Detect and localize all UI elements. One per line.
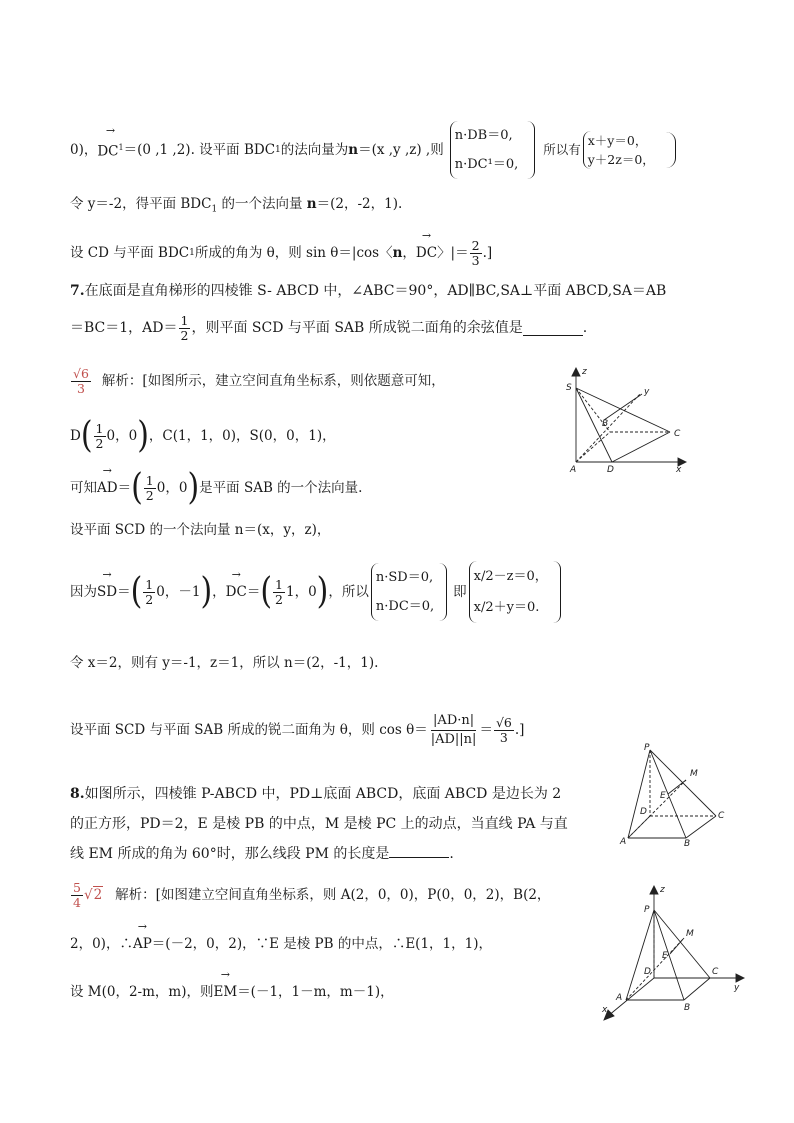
question-number: 8. bbox=[70, 786, 85, 802]
label-a: A bbox=[616, 993, 623, 1003]
text: ＝ bbox=[479, 722, 493, 738]
label-p: P bbox=[644, 905, 650, 915]
solution-7-line-3 bbox=[70, 466, 363, 509]
label-d: D bbox=[640, 807, 647, 817]
text: 2，0)，∴ bbox=[70, 936, 133, 952]
brace-right bbox=[550, 561, 561, 623]
text-line-2 bbox=[70, 194, 402, 220]
text: ＝BC＝1，AD＝ bbox=[70, 320, 178, 336]
solution-8-line-3 bbox=[70, 982, 394, 1002]
question-8-line-1 bbox=[70, 784, 561, 804]
question-7-line-2 bbox=[70, 310, 587, 346]
denominator: |AD||n| bbox=[430, 731, 477, 747]
text: 所成的角为 θ，则 sin θ＝|cos〈 bbox=[194, 245, 393, 261]
text: . bbox=[449, 846, 454, 862]
numerator: 1 bbox=[95, 420, 104, 436]
text: ，则平面 SCD 与平面 SAB 所成锐二面角的余弦值是 bbox=[191, 320, 523, 336]
fraction bbox=[179, 314, 191, 343]
figure-pyramid-s-abcd bbox=[560, 362, 690, 474]
question-number: 7. bbox=[70, 283, 85, 299]
edge-bc bbox=[686, 816, 716, 838]
paren-group bbox=[131, 466, 200, 509]
edge-cd bbox=[612, 432, 670, 462]
text: 如图所示，四棱锥 P-ABCD 中，PD⊥底面 ABCD，底面 ABCD 是边长为 2 bbox=[84, 786, 562, 802]
denominator: 3 bbox=[76, 380, 85, 396]
text: ＝(－1，1－m，m－1)， bbox=[237, 984, 394, 1000]
text: .] bbox=[482, 245, 493, 261]
answer-blank bbox=[389, 843, 449, 858]
label-e: E bbox=[660, 791, 666, 801]
sub: 1 bbox=[275, 145, 281, 155]
fraction bbox=[94, 422, 106, 451]
solution-7-line-6 bbox=[70, 653, 378, 673]
fraction bbox=[429, 712, 479, 749]
vector-n: n bbox=[348, 142, 359, 158]
solution-7-line-5 bbox=[70, 560, 561, 624]
edge-bc bbox=[684, 978, 710, 1000]
text: . bbox=[582, 320, 588, 336]
label-b: B bbox=[602, 419, 609, 429]
text: 解析：[如图建立空间直角坐标系，则 A(2，0，0)，P(0，0，2)，B(2， bbox=[115, 887, 551, 903]
equation: x/2＋y＝0. bbox=[473, 599, 540, 615]
edge-pc bbox=[654, 910, 710, 978]
text: 因为 bbox=[70, 584, 97, 600]
text: 所以有 bbox=[543, 142, 581, 157]
answer-fraction bbox=[71, 881, 83, 910]
text: 设平面 SCD 的一个法向量 n＝(x，y，z)， bbox=[70, 522, 331, 538]
text: 线 EM 所成的角为 60°时，那么线段 PM 的长度是 bbox=[70, 846, 390, 862]
text: 设 CD 与平面 BDC bbox=[70, 245, 190, 261]
solution-8-line-1 bbox=[70, 876, 550, 914]
label-m: M bbox=[686, 929, 694, 939]
label-c: C bbox=[718, 811, 725, 821]
text: 即 bbox=[453, 584, 467, 600]
label-z: z bbox=[582, 367, 587, 377]
label-d: D bbox=[607, 465, 614, 474]
radicand: 2 bbox=[93, 887, 103, 903]
answer-root: √2 bbox=[83, 887, 103, 903]
text: DC bbox=[97, 143, 119, 160]
text-line-3 bbox=[70, 236, 492, 270]
label-x: x bbox=[676, 465, 682, 474]
equation: n·DC¹＝0, bbox=[454, 156, 519, 172]
solution-7-line-7 bbox=[70, 708, 524, 752]
denominator: 4 bbox=[73, 894, 81, 910]
text: 解析：[如图所示，建立空间直角坐标系，则依题意可知， bbox=[101, 373, 445, 389]
edge-pa bbox=[626, 910, 654, 1000]
paren-group bbox=[130, 570, 213, 613]
equation: y＋2z＝0， bbox=[587, 151, 655, 167]
edge-pb bbox=[654, 910, 684, 1000]
equation-system-1 bbox=[450, 121, 519, 179]
vector-ad: → AD bbox=[97, 478, 118, 498]
label-a: A bbox=[620, 837, 627, 846]
text: ＝(2，-2，1). bbox=[316, 196, 403, 212]
equation: n·DC＝0, bbox=[375, 598, 435, 614]
text: ， bbox=[212, 584, 226, 600]
numerator: 5 bbox=[73, 879, 81, 895]
text: ＝(x ,y ,z) ,则 bbox=[358, 142, 444, 158]
figure-pyramid-p-abcd-axes bbox=[600, 882, 746, 1024]
fraction bbox=[494, 716, 514, 745]
vector-dc: → DC bbox=[416, 243, 437, 263]
equation-system-4 bbox=[469, 561, 548, 623]
label-p: P bbox=[644, 743, 650, 753]
paren-right: ) bbox=[316, 570, 329, 613]
answer-blank bbox=[523, 321, 583, 336]
text: 在底面是直角梯形的四棱锥 S- ABCD 中，∠ABC＝90°，AD∥BC,SA⊥平面 ABCD,SA＝AB bbox=[84, 283, 667, 299]
text: ＝ bbox=[117, 480, 132, 496]
numerator: 1 bbox=[180, 312, 189, 328]
text: ，所以 bbox=[328, 584, 369, 600]
text: 的法向量为 bbox=[280, 142, 349, 158]
denominator: 2 bbox=[145, 591, 154, 607]
paren-right: ) bbox=[187, 466, 200, 509]
arrow-z bbox=[572, 368, 580, 376]
label-y: y bbox=[644, 387, 650, 397]
denominator: 3 bbox=[499, 729, 508, 745]
segment-am bbox=[628, 780, 686, 838]
question-7-line-1 bbox=[70, 281, 666, 301]
denominator: 2 bbox=[275, 591, 283, 607]
paren-group bbox=[260, 570, 329, 613]
label-b: B bbox=[684, 839, 691, 846]
sup: 1 bbox=[118, 143, 124, 153]
equation: n·SD＝0, bbox=[375, 569, 434, 585]
text: 0，0 bbox=[106, 428, 138, 444]
text: ＝ bbox=[117, 584, 131, 600]
equation: x＋y＝0， bbox=[587, 132, 648, 148]
solution-7-line-2 bbox=[70, 414, 336, 457]
fraction bbox=[273, 578, 285, 607]
label-b: B bbox=[684, 1003, 691, 1013]
text: D bbox=[70, 428, 81, 444]
denominator: 2 bbox=[95, 435, 104, 451]
text: ， bbox=[402, 245, 416, 261]
paren-left: ( bbox=[131, 466, 143, 509]
label-x: x bbox=[602, 1005, 608, 1015]
solution-7-line-4 bbox=[70, 520, 330, 540]
arrow-y bbox=[736, 974, 744, 982]
numerator: √6 bbox=[495, 714, 512, 730]
numerator: √6 bbox=[73, 365, 89, 381]
text: 令 y＝-2，得平面 BDC bbox=[70, 196, 212, 212]
label-a: A bbox=[570, 465, 577, 474]
vector-dc1 bbox=[97, 138, 123, 162]
figure-pyramid-p-abcd bbox=[614, 742, 734, 846]
vector-em: → EM bbox=[214, 982, 238, 1002]
denominator: 2 bbox=[145, 487, 154, 503]
vector-n: n bbox=[392, 245, 403, 261]
arrow-z bbox=[650, 886, 658, 894]
equation: n·DB＝0, bbox=[454, 127, 513, 143]
solution-8-line-2 bbox=[70, 934, 492, 954]
text: 的一个法向量 bbox=[217, 196, 307, 212]
fraction bbox=[143, 578, 155, 607]
equation: x/2－z＝0， bbox=[473, 568, 548, 584]
text: 0，0 bbox=[156, 480, 188, 496]
edge-sc bbox=[576, 388, 670, 432]
text: ＝(－2，0，2)，∵E 是棱 PB 的中点，∴E(1，1，1)， bbox=[151, 936, 492, 952]
answer-fraction bbox=[71, 367, 91, 396]
text: .] bbox=[514, 722, 525, 738]
label-y: y bbox=[734, 983, 740, 993]
denominator: 3 bbox=[471, 252, 480, 268]
brace-right bbox=[436, 563, 447, 621]
label-z: z bbox=[660, 885, 665, 895]
vector-dc: → DC bbox=[226, 582, 247, 602]
paren-left: ( bbox=[130, 570, 143, 613]
paren-left: ( bbox=[80, 414, 93, 457]
vector-n: n bbox=[306, 196, 317, 212]
segment-em bbox=[668, 780, 686, 794]
text: 1，0 bbox=[285, 584, 317, 600]
text: ＝ bbox=[246, 584, 261, 600]
paren-right bbox=[657, 132, 676, 168]
equation-system-2 bbox=[583, 131, 655, 169]
paren-left: ( bbox=[260, 570, 273, 613]
sub: 1 bbox=[211, 204, 218, 215]
text: 〉|＝ bbox=[437, 245, 469, 261]
label-m: M bbox=[690, 769, 698, 779]
label-s: S bbox=[566, 383, 572, 393]
numerator: 1 bbox=[275, 576, 283, 592]
text: ＝(0 ,1 ,2). 设平面 BDC bbox=[123, 142, 276, 158]
text: 0，－1 bbox=[156, 584, 201, 600]
equation-system-3 bbox=[371, 563, 434, 621]
denominator: 2 bbox=[180, 327, 189, 343]
text: 设平面 SCD 与平面 SAB 所成的锐二面角为 θ，则 cos θ＝ bbox=[70, 722, 428, 738]
fraction bbox=[144, 474, 156, 503]
sub: 1 bbox=[189, 248, 195, 258]
label-e: E bbox=[662, 951, 668, 961]
edge-pa bbox=[628, 750, 650, 838]
label-d: D bbox=[644, 967, 651, 977]
paren-right: ) bbox=[137, 414, 149, 457]
numerator: |AD·n| bbox=[431, 712, 476, 731]
segment-am bbox=[626, 938, 684, 1000]
text: 设 M(0，2-m，m)，则 bbox=[70, 984, 214, 1000]
solution-7-line-1 bbox=[70, 362, 445, 400]
text: 是平面 SAB 的一个法向量. bbox=[199, 480, 363, 496]
question-8-line-2 bbox=[70, 814, 568, 834]
numerator: 1 bbox=[145, 472, 154, 488]
numerator: 2 bbox=[471, 237, 480, 253]
text: ，C(1，1，0)，S(0，0，1)， bbox=[148, 428, 336, 444]
paren-right: ) bbox=[200, 570, 213, 613]
fraction bbox=[470, 239, 482, 268]
text: 令 x＝2，则有 y＝-1，z＝1，所以 n＝(2，-1，1). bbox=[70, 655, 379, 671]
numerator: 1 bbox=[145, 576, 154, 592]
vector-sd: → SD bbox=[97, 582, 117, 602]
brace-right bbox=[520, 121, 535, 179]
text: 可知 bbox=[70, 480, 97, 496]
question-8-line-3 bbox=[70, 843, 454, 864]
text-line-1 bbox=[70, 120, 676, 180]
label-c: C bbox=[712, 967, 719, 977]
text: 的正方形，PD＝2，E 是棱 PB 的中点，M 是棱 PC 上的动点，当直线 PA 与直 bbox=[70, 816, 568, 832]
paren-group bbox=[80, 414, 149, 457]
text: 0)， bbox=[70, 142, 98, 158]
label-c: C bbox=[674, 429, 681, 439]
vector-ap: → AP bbox=[133, 934, 152, 954]
